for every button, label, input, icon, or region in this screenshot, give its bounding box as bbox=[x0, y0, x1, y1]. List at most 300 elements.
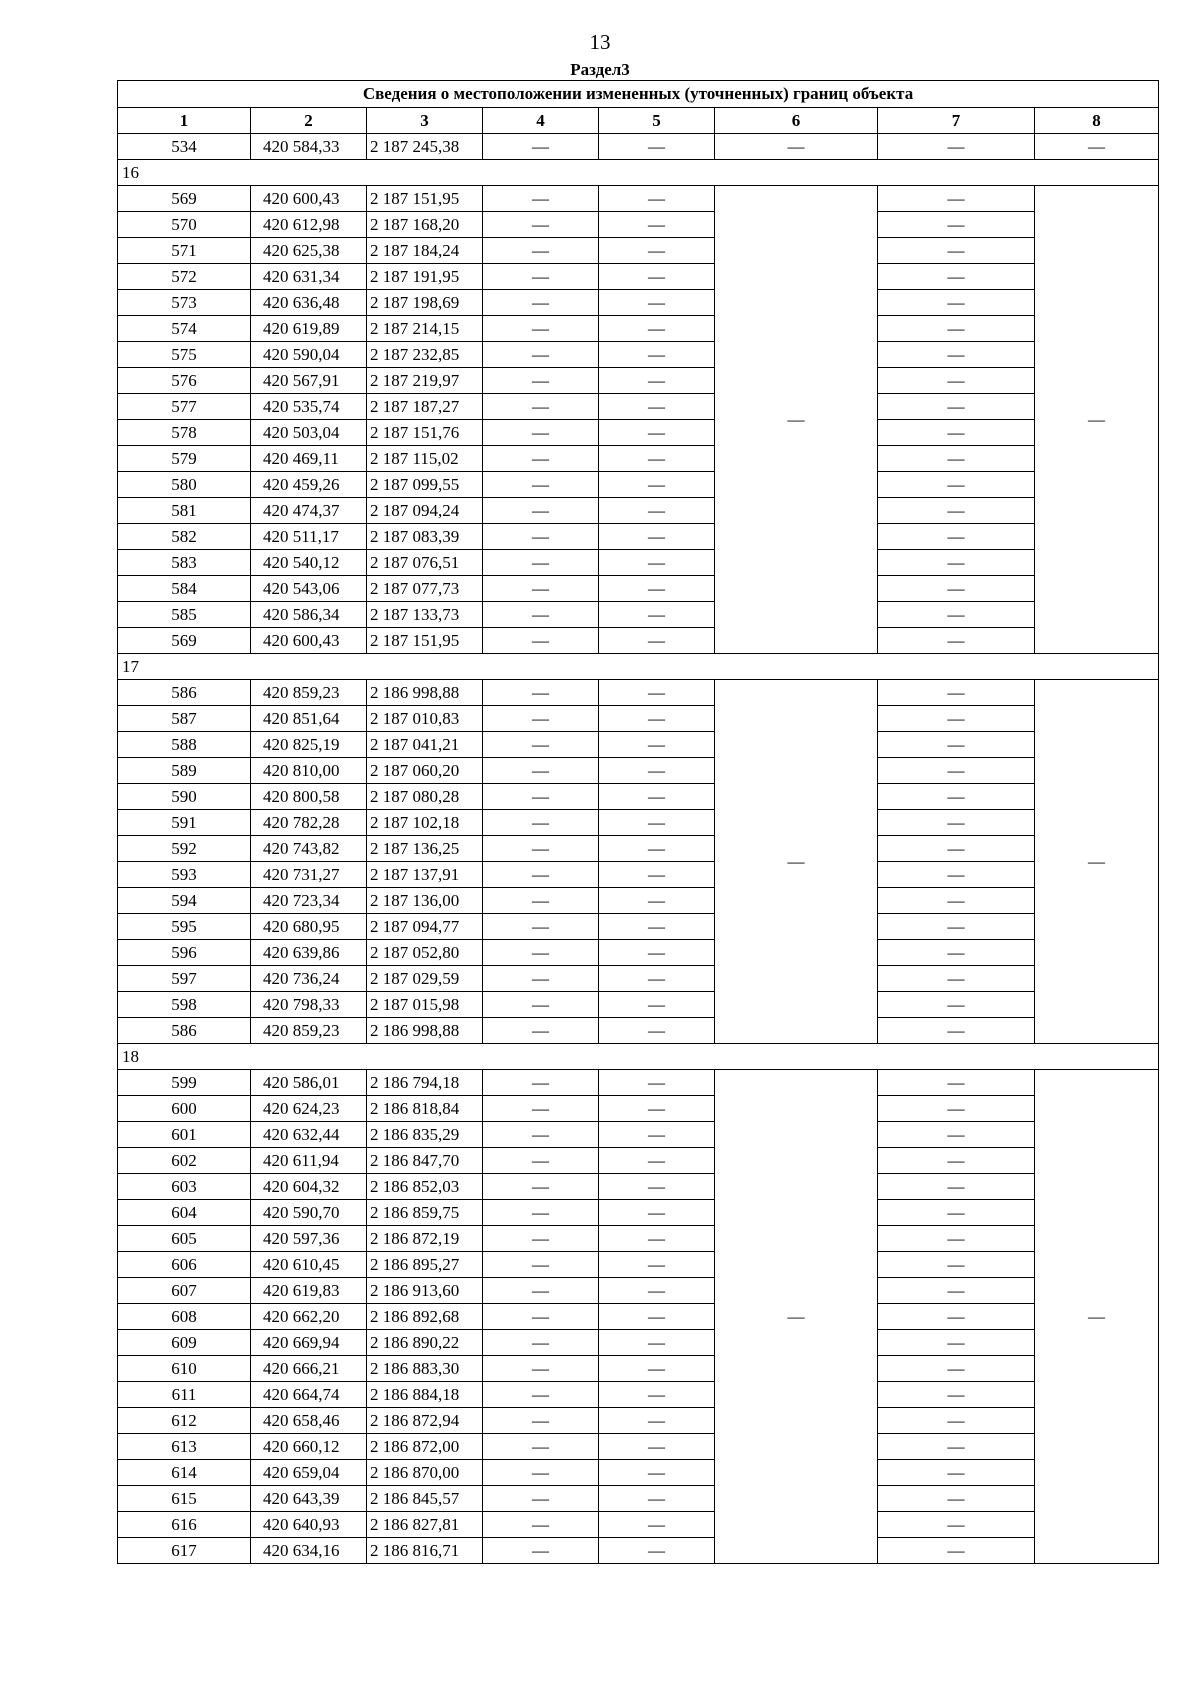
empty-value-dash: — bbox=[599, 550, 715, 576]
empty-value-dash: — bbox=[599, 992, 715, 1018]
empty-value-dash: — bbox=[599, 1070, 715, 1096]
coordinate-x: 420 636,48 bbox=[251, 290, 367, 316]
point-number: 599 bbox=[118, 1070, 251, 1096]
table-row bbox=[118, 966, 1159, 992]
empty-value-dash: — bbox=[878, 1070, 1035, 1096]
coordinate-x: 420 680,95 bbox=[251, 914, 367, 940]
empty-value-dash: — bbox=[599, 1486, 715, 1512]
merged-dash-cell: — bbox=[1035, 186, 1159, 654]
empty-value-dash: — bbox=[878, 862, 1035, 888]
coordinate-y: 2 186 870,00 bbox=[367, 1460, 483, 1486]
point-number: 616 bbox=[118, 1512, 251, 1538]
empty-value-dash: — bbox=[878, 1200, 1035, 1226]
table-row bbox=[118, 1200, 1159, 1226]
empty-value-dash: — bbox=[878, 602, 1035, 628]
point-number: 576 bbox=[118, 368, 251, 394]
coordinate-x: 420 469,11 bbox=[251, 446, 367, 472]
empty-value-dash: — bbox=[483, 264, 599, 290]
coordinate-y: 2 186 998,88 bbox=[367, 1018, 483, 1044]
coordinate-y: 2 186 884,18 bbox=[367, 1382, 483, 1408]
table-row bbox=[118, 212, 1159, 238]
column-number-row bbox=[118, 108, 1159, 134]
table-caption: Сведения о местоположении измененных (уточненных) границ объекта bbox=[118, 81, 1159, 108]
empty-value-dash: — bbox=[878, 732, 1035, 758]
point-number: 580 bbox=[118, 472, 251, 498]
coordinate-y: 2 186 827,81 bbox=[367, 1512, 483, 1538]
coordinate-y: 2 186 872,94 bbox=[367, 1408, 483, 1434]
empty-value-dash: — bbox=[483, 1434, 599, 1460]
coordinate-x: 420 658,46 bbox=[251, 1408, 367, 1434]
coordinate-y: 2 187 219,97 bbox=[367, 368, 483, 394]
empty-value-dash: — bbox=[599, 966, 715, 992]
group-header-row bbox=[118, 654, 1159, 680]
column-number: 3 bbox=[367, 108, 483, 134]
point-number: 600 bbox=[118, 1096, 251, 1122]
column-number: 5 bbox=[599, 108, 715, 134]
point-number: 598 bbox=[118, 992, 251, 1018]
empty-value-dash: — bbox=[599, 1408, 715, 1434]
empty-value-dash: — bbox=[878, 576, 1035, 602]
empty-value-dash: — bbox=[878, 186, 1035, 212]
coordinate-x: 420 743,82 bbox=[251, 836, 367, 862]
coordinate-x: 420 731,27 bbox=[251, 862, 367, 888]
empty-value-dash: — bbox=[483, 1148, 599, 1174]
empty-value-dash: — bbox=[878, 1434, 1035, 1460]
empty-value-dash: — bbox=[599, 472, 715, 498]
empty-value-dash: — bbox=[483, 1330, 599, 1356]
empty-value-dash: — bbox=[599, 862, 715, 888]
empty-value-dash: — bbox=[483, 316, 599, 342]
point-number: 588 bbox=[118, 732, 251, 758]
point-number: 571 bbox=[118, 238, 251, 264]
empty-value-dash: — bbox=[878, 550, 1035, 576]
empty-value-dash: — bbox=[878, 212, 1035, 238]
point-number: 569 bbox=[118, 186, 251, 212]
empty-value-dash: — bbox=[483, 1382, 599, 1408]
coordinate-x: 420 459,26 bbox=[251, 472, 367, 498]
empty-value-dash: — bbox=[878, 1538, 1035, 1564]
empty-value-dash: — bbox=[1035, 134, 1159, 160]
point-number: 614 bbox=[118, 1460, 251, 1486]
coordinate-x: 420 631,34 bbox=[251, 264, 367, 290]
empty-value-dash: — bbox=[599, 758, 715, 784]
point-number: 608 bbox=[118, 1304, 251, 1330]
table-row bbox=[118, 1096, 1159, 1122]
coordinate-x: 420 511,17 bbox=[251, 524, 367, 550]
empty-value-dash: — bbox=[483, 1018, 599, 1044]
coordinate-x: 420 664,74 bbox=[251, 1382, 367, 1408]
coordinate-x: 420 632,44 bbox=[251, 1122, 367, 1148]
table-row bbox=[118, 602, 1159, 628]
point-number: 578 bbox=[118, 420, 251, 446]
point-number: 605 bbox=[118, 1226, 251, 1252]
empty-value-dash: — bbox=[599, 264, 715, 290]
coordinate-x: 420 859,23 bbox=[251, 1018, 367, 1044]
empty-value-dash: — bbox=[878, 394, 1035, 420]
empty-value-dash: — bbox=[599, 1122, 715, 1148]
coordinate-y: 2 187 184,24 bbox=[367, 238, 483, 264]
coordinate-y: 2 187 136,25 bbox=[367, 836, 483, 862]
empty-value-dash: — bbox=[599, 212, 715, 238]
empty-value-dash: — bbox=[483, 472, 599, 498]
table-row bbox=[118, 1330, 1159, 1356]
point-number: 594 bbox=[118, 888, 251, 914]
empty-value-dash: — bbox=[599, 914, 715, 940]
empty-value-dash: — bbox=[878, 1304, 1035, 1330]
empty-value-dash: — bbox=[483, 680, 599, 706]
coordinate-x: 420 567,91 bbox=[251, 368, 367, 394]
coordinate-x: 420 851,64 bbox=[251, 706, 367, 732]
empty-value-dash: — bbox=[878, 446, 1035, 472]
coordinate-y: 2 187 198,69 bbox=[367, 290, 483, 316]
group-label: 16 bbox=[118, 160, 1159, 186]
table-row bbox=[118, 914, 1159, 940]
point-number: 610 bbox=[118, 1356, 251, 1382]
coordinate-y: 2 187 137,91 bbox=[367, 862, 483, 888]
table-row bbox=[118, 238, 1159, 264]
coordinate-y: 2 187 083,39 bbox=[367, 524, 483, 550]
empty-value-dash: — bbox=[599, 732, 715, 758]
empty-value-dash: — bbox=[878, 758, 1035, 784]
merged-dash-cell: — bbox=[1035, 680, 1159, 1044]
empty-value-dash: — bbox=[483, 1096, 599, 1122]
empty-value-dash: — bbox=[483, 1304, 599, 1330]
point-number: 611 bbox=[118, 1382, 251, 1408]
group-header-row bbox=[118, 1044, 1159, 1070]
table-row bbox=[118, 1018, 1159, 1044]
point-number: 613 bbox=[118, 1434, 251, 1460]
point-number: 589 bbox=[118, 758, 251, 784]
coordinate-x: 420 736,24 bbox=[251, 966, 367, 992]
coordinate-y: 2 187 010,83 bbox=[367, 706, 483, 732]
empty-value-dash: — bbox=[483, 290, 599, 316]
empty-value-dash: — bbox=[878, 420, 1035, 446]
coordinate-x: 420 590,70 bbox=[251, 1200, 367, 1226]
coordinate-x: 420 662,20 bbox=[251, 1304, 367, 1330]
coordinate-y: 2 187 187,27 bbox=[367, 394, 483, 420]
coordinate-x: 420 604,32 bbox=[251, 1174, 367, 1200]
empty-value-dash: — bbox=[878, 524, 1035, 550]
empty-value-dash: — bbox=[483, 888, 599, 914]
empty-value-dash: — bbox=[483, 992, 599, 1018]
coordinate-x: 420 782,28 bbox=[251, 810, 367, 836]
coordinate-x: 420 619,83 bbox=[251, 1278, 367, 1304]
table-row bbox=[118, 862, 1159, 888]
point-number: 584 bbox=[118, 576, 251, 602]
coordinate-x: 420 825,19 bbox=[251, 732, 367, 758]
empty-value-dash: — bbox=[878, 368, 1035, 394]
table-row bbox=[118, 1512, 1159, 1538]
coordinate-y: 2 186 847,70 bbox=[367, 1148, 483, 1174]
empty-value-dash: — bbox=[483, 706, 599, 732]
empty-value-dash: — bbox=[878, 264, 1035, 290]
point-number: 586 bbox=[118, 1018, 251, 1044]
group-label: 17 bbox=[118, 654, 1159, 680]
empty-value-dash: — bbox=[483, 498, 599, 524]
point-number: 617 bbox=[118, 1538, 251, 1564]
table-row bbox=[118, 1278, 1159, 1304]
empty-value-dash: — bbox=[599, 420, 715, 446]
empty-value-dash: — bbox=[599, 836, 715, 862]
group-header-row bbox=[118, 160, 1159, 186]
empty-value-dash: — bbox=[878, 940, 1035, 966]
empty-value-dash: — bbox=[483, 602, 599, 628]
table-row bbox=[118, 472, 1159, 498]
table-row bbox=[118, 524, 1159, 550]
coordinate-x: 420 535,74 bbox=[251, 394, 367, 420]
coordinate-y: 2 187 077,73 bbox=[367, 576, 483, 602]
empty-value-dash: — bbox=[483, 914, 599, 940]
empty-value-dash: — bbox=[878, 1018, 1035, 1044]
table-row bbox=[118, 888, 1159, 914]
empty-value-dash: — bbox=[599, 1330, 715, 1356]
column-number: 8 bbox=[1035, 108, 1159, 134]
empty-value-dash: — bbox=[878, 706, 1035, 732]
point-number: 569 bbox=[118, 628, 251, 654]
empty-value-dash: — bbox=[483, 628, 599, 654]
coordinate-y: 2 187 099,55 bbox=[367, 472, 483, 498]
empty-value-dash: — bbox=[599, 706, 715, 732]
coordinate-x: 420 634,16 bbox=[251, 1538, 367, 1564]
coordinate-y: 2 187 060,20 bbox=[367, 758, 483, 784]
table-row bbox=[118, 134, 1159, 160]
point-number: 581 bbox=[118, 498, 251, 524]
empty-value-dash: — bbox=[483, 368, 599, 394]
empty-value-dash: — bbox=[483, 134, 599, 160]
coordinate-x: 420 586,34 bbox=[251, 602, 367, 628]
coordinate-x: 420 798,33 bbox=[251, 992, 367, 1018]
point-number: 534 bbox=[118, 134, 251, 160]
empty-value-dash: — bbox=[599, 680, 715, 706]
table-row bbox=[118, 810, 1159, 836]
empty-value-dash: — bbox=[483, 862, 599, 888]
point-number: 579 bbox=[118, 446, 251, 472]
coordinate-x: 420 639,86 bbox=[251, 940, 367, 966]
table-row bbox=[118, 316, 1159, 342]
empty-value-dash: — bbox=[483, 1174, 599, 1200]
empty-value-dash: — bbox=[878, 628, 1035, 654]
empty-value-dash: — bbox=[599, 1382, 715, 1408]
point-number: 609 bbox=[118, 1330, 251, 1356]
point-number: 587 bbox=[118, 706, 251, 732]
coordinate-y: 2 186 872,19 bbox=[367, 1226, 483, 1252]
table-caption-row bbox=[118, 81, 1159, 108]
point-number: 606 bbox=[118, 1252, 251, 1278]
point-number: 586 bbox=[118, 680, 251, 706]
empty-value-dash: — bbox=[599, 394, 715, 420]
coordinate-y: 2 186 890,22 bbox=[367, 1330, 483, 1356]
empty-value-dash: — bbox=[599, 1278, 715, 1304]
merged-dash-cell: — bbox=[1035, 1070, 1159, 1564]
table-row bbox=[118, 1174, 1159, 1200]
coordinate-x: 420 600,43 bbox=[251, 186, 367, 212]
empty-value-dash: — bbox=[715, 134, 878, 160]
coordinate-x: 420 643,39 bbox=[251, 1486, 367, 1512]
empty-value-dash: — bbox=[878, 134, 1035, 160]
merged-dash-cell: — bbox=[715, 1070, 878, 1564]
empty-value-dash: — bbox=[599, 316, 715, 342]
empty-value-dash: — bbox=[599, 628, 715, 654]
empty-value-dash: — bbox=[483, 1408, 599, 1434]
empty-value-dash: — bbox=[599, 1538, 715, 1564]
coordinate-y: 2 187 015,98 bbox=[367, 992, 483, 1018]
coordinate-x: 420 859,23 bbox=[251, 680, 367, 706]
empty-value-dash: — bbox=[483, 1538, 599, 1564]
coordinate-y: 2 187 102,18 bbox=[367, 810, 483, 836]
empty-value-dash: — bbox=[878, 1122, 1035, 1148]
coordinate-x: 420 723,34 bbox=[251, 888, 367, 914]
empty-value-dash: — bbox=[599, 1356, 715, 1382]
point-number: 570 bbox=[118, 212, 251, 238]
merged-dash-cell: — bbox=[715, 186, 878, 654]
coordinate-y: 2 187 094,77 bbox=[367, 914, 483, 940]
coordinate-y: 2 187 094,24 bbox=[367, 498, 483, 524]
empty-value-dash: — bbox=[878, 316, 1035, 342]
coordinate-y: 2 186 913,60 bbox=[367, 1278, 483, 1304]
empty-value-dash: — bbox=[483, 1200, 599, 1226]
empty-value-dash: — bbox=[483, 1460, 599, 1486]
coordinate-x: 420 543,06 bbox=[251, 576, 367, 602]
coordinate-y: 2 187 080,28 bbox=[367, 784, 483, 810]
coordinate-x: 420 612,98 bbox=[251, 212, 367, 238]
table-row bbox=[118, 1408, 1159, 1434]
empty-value-dash: — bbox=[599, 238, 715, 264]
empty-value-dash: — bbox=[599, 186, 715, 212]
point-number: 590 bbox=[118, 784, 251, 810]
empty-value-dash: — bbox=[483, 524, 599, 550]
table-row bbox=[118, 1148, 1159, 1174]
table-row bbox=[118, 264, 1159, 290]
merged-dash-cell: — bbox=[715, 680, 878, 1044]
point-number: 575 bbox=[118, 342, 251, 368]
point-number: 582 bbox=[118, 524, 251, 550]
empty-value-dash: — bbox=[599, 368, 715, 394]
empty-value-dash: — bbox=[599, 1304, 715, 1330]
point-number: 592 bbox=[118, 836, 251, 862]
empty-value-dash: — bbox=[483, 836, 599, 862]
table-row bbox=[118, 290, 1159, 316]
empty-value-dash: — bbox=[878, 966, 1035, 992]
empty-value-dash: — bbox=[878, 1460, 1035, 1486]
empty-value-dash: — bbox=[483, 758, 599, 784]
empty-value-dash: — bbox=[878, 1330, 1035, 1356]
coordinate-y: 2 186 998,88 bbox=[367, 680, 483, 706]
section-title: Раздел3 bbox=[570, 60, 630, 79]
empty-value-dash: — bbox=[599, 888, 715, 914]
table-row bbox=[118, 446, 1159, 472]
coordinate-y: 2 187 214,15 bbox=[367, 316, 483, 342]
point-number: 593 bbox=[118, 862, 251, 888]
empty-value-dash: — bbox=[483, 732, 599, 758]
empty-value-dash: — bbox=[599, 784, 715, 810]
coordinate-x: 420 474,37 bbox=[251, 498, 367, 524]
empty-value-dash: — bbox=[878, 1356, 1035, 1382]
table-row bbox=[118, 1252, 1159, 1278]
table-row bbox=[118, 1434, 1159, 1460]
empty-value-dash: — bbox=[599, 1226, 715, 1252]
empty-value-dash: — bbox=[483, 1512, 599, 1538]
table-row bbox=[118, 368, 1159, 394]
table-row bbox=[118, 1070, 1159, 1096]
coordinate-x: 420 600,43 bbox=[251, 628, 367, 654]
empty-value-dash: — bbox=[878, 810, 1035, 836]
table-row bbox=[118, 1460, 1159, 1486]
empty-value-dash: — bbox=[483, 810, 599, 836]
empty-value-dash: — bbox=[878, 680, 1035, 706]
empty-value-dash: — bbox=[483, 446, 599, 472]
empty-value-dash: — bbox=[599, 1148, 715, 1174]
table-row bbox=[118, 342, 1159, 368]
point-number: 604 bbox=[118, 1200, 251, 1226]
point-number: 591 bbox=[118, 810, 251, 836]
empty-value-dash: — bbox=[878, 1486, 1035, 1512]
coordinate-x: 420 503,04 bbox=[251, 420, 367, 446]
table-row bbox=[118, 940, 1159, 966]
coordinate-y: 2 187 136,00 bbox=[367, 888, 483, 914]
empty-value-dash: — bbox=[878, 290, 1035, 316]
coordinate-y: 2 187 076,51 bbox=[367, 550, 483, 576]
empty-value-dash: — bbox=[483, 1486, 599, 1512]
point-number: 607 bbox=[118, 1278, 251, 1304]
coordinate-y: 2 186 859,75 bbox=[367, 1200, 483, 1226]
coordinate-x: 420 586,01 bbox=[251, 1070, 367, 1096]
empty-value-dash: — bbox=[483, 1278, 599, 1304]
column-number: 2 bbox=[251, 108, 367, 134]
table-row bbox=[118, 1226, 1159, 1252]
coordinate-y: 2 187 151,95 bbox=[367, 186, 483, 212]
coordinate-y: 2 186 895,27 bbox=[367, 1252, 483, 1278]
table-row bbox=[118, 706, 1159, 732]
empty-value-dash: — bbox=[483, 966, 599, 992]
table-row bbox=[118, 186, 1159, 212]
point-number: 595 bbox=[118, 914, 251, 940]
empty-value-dash: — bbox=[599, 524, 715, 550]
coordinate-y: 2 186 872,00 bbox=[367, 1434, 483, 1460]
coordinate-x: 420 800,58 bbox=[251, 784, 367, 810]
group-label: 18 bbox=[118, 1044, 1159, 1070]
coordinate-x: 420 584,33 bbox=[251, 134, 367, 160]
point-number: 585 bbox=[118, 602, 251, 628]
coordinate-x: 420 659,04 bbox=[251, 1460, 367, 1486]
empty-value-dash: — bbox=[599, 1434, 715, 1460]
coordinate-x: 420 619,89 bbox=[251, 316, 367, 342]
table-row bbox=[118, 732, 1159, 758]
coordinate-y: 2 187 133,73 bbox=[367, 602, 483, 628]
coordinate-y: 2 187 168,20 bbox=[367, 212, 483, 238]
coordinate-y: 2 187 115,02 bbox=[367, 446, 483, 472]
empty-value-dash: — bbox=[878, 1512, 1035, 1538]
empty-value-dash: — bbox=[483, 1252, 599, 1278]
coordinate-y: 2 186 892,68 bbox=[367, 1304, 483, 1330]
empty-value-dash: — bbox=[483, 1226, 599, 1252]
coordinate-x: 420 624,23 bbox=[251, 1096, 367, 1122]
empty-value-dash: — bbox=[878, 238, 1035, 264]
empty-value-dash: — bbox=[599, 602, 715, 628]
table-row bbox=[118, 420, 1159, 446]
empty-value-dash: — bbox=[878, 914, 1035, 940]
coordinate-x: 420 590,04 bbox=[251, 342, 367, 368]
coordinate-x: 420 666,21 bbox=[251, 1356, 367, 1382]
empty-value-dash: — bbox=[599, 1018, 715, 1044]
coordinate-y: 2 186 794,18 bbox=[367, 1070, 483, 1096]
coordinate-x: 420 610,45 bbox=[251, 1252, 367, 1278]
coordinate-y: 2 187 029,59 bbox=[367, 966, 483, 992]
coordinate-y: 2 187 191,95 bbox=[367, 264, 483, 290]
table-row bbox=[118, 550, 1159, 576]
table-row bbox=[118, 680, 1159, 706]
coordinate-y: 2 186 845,57 bbox=[367, 1486, 483, 1512]
point-number: 583 bbox=[118, 550, 251, 576]
